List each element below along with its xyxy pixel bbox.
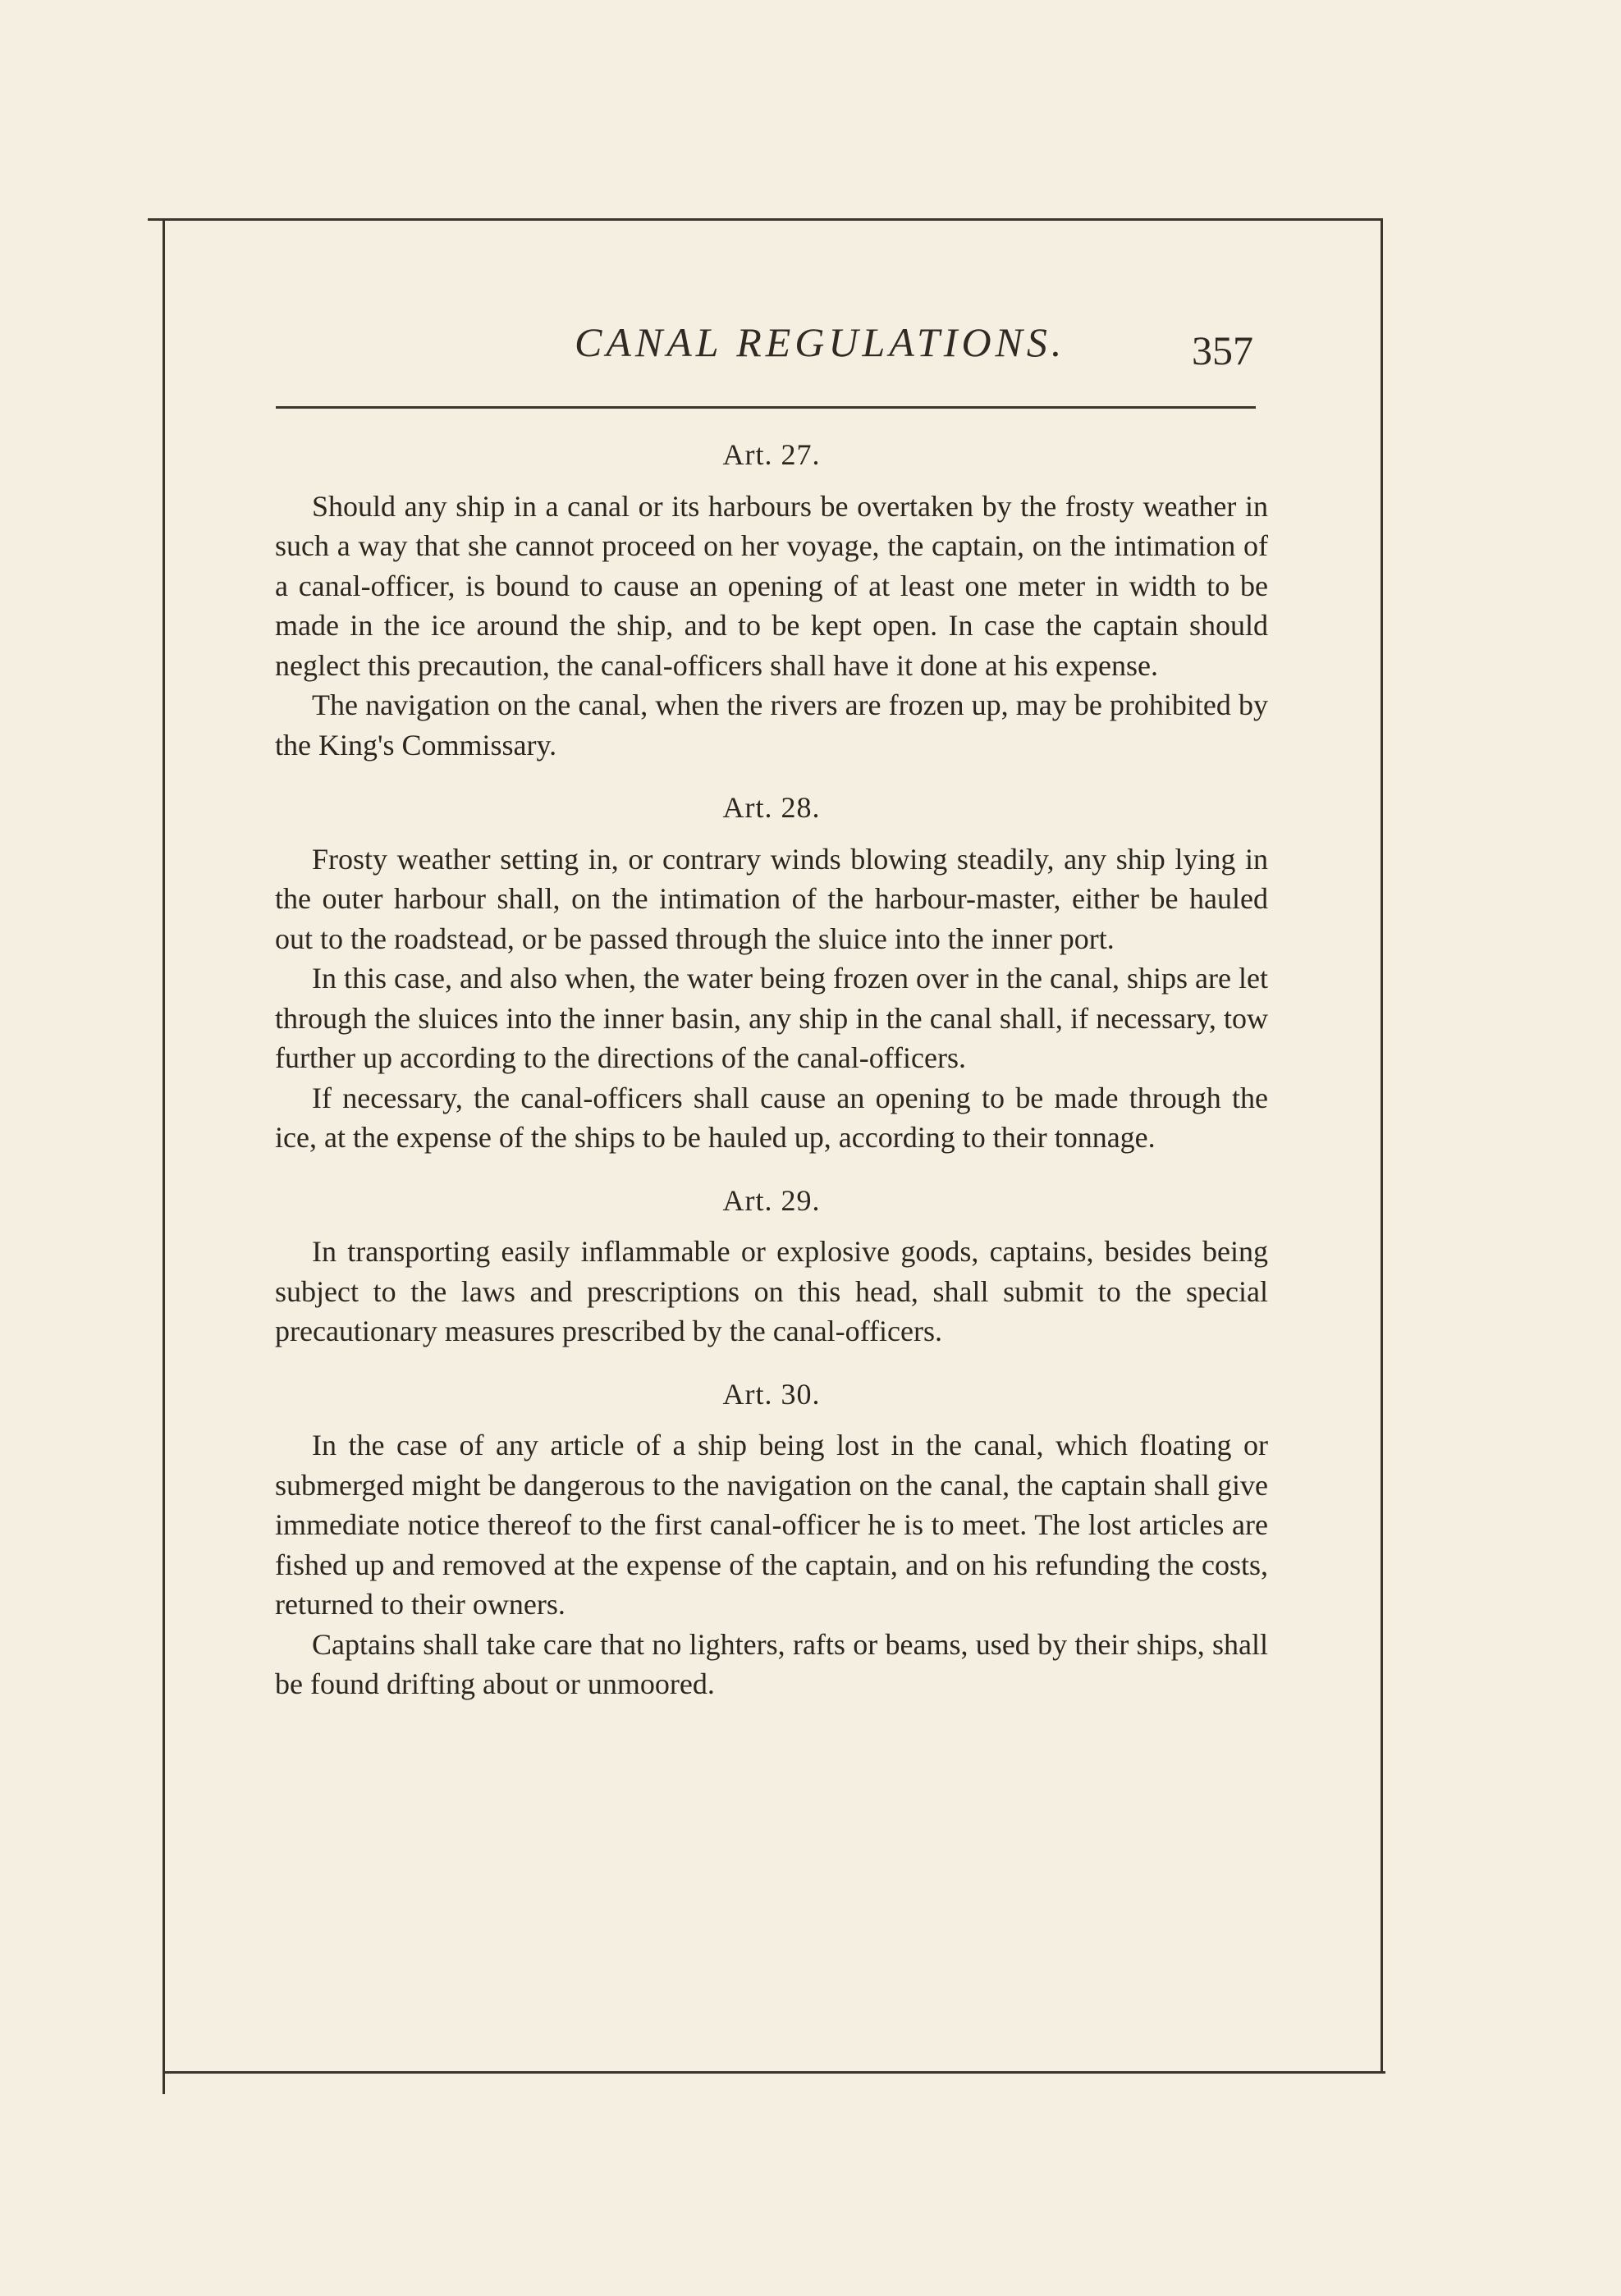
page-number: 357	[1192, 327, 1253, 373]
article-paragraph: Frosty weather setting in, or contrary winds blowing steadily, any ship lying in the outer harbour shall, on the intimation of the harbour-master, either be hauled out to the roadstead, or be passed through the sluice into the inner port.	[275, 842, 1268, 955]
article-heading: Art. 27.	[722, 438, 821, 471]
article-paragraph: In the case of any article of a ship being lost in the canal, which floating or submerged might be dangerous to the navigation on the canal, the captain shall give immediate notice thereof to the first canal-officer he is to meet. The lost articles are fished up and removed at the expense of the captain, and on his refunding the costs, returned to their owners.	[275, 1429, 1268, 1621]
article-paragraph: Should any ship in a canal or its harbours be overtaken by the frosty weather in such a way that she cannot proceed on her voyage, the captain, on the intimation of a canal-officer, is bound to cause an opening of at least one meter in width to be made in the ice around the ship, and to be kept open. In case the captain should neglect this precaution, the canal-officers shall have it done at his expense.	[275, 489, 1268, 682]
article-30	[275, 1374, 1268, 1704]
article-heading: Art. 28.	[722, 791, 821, 824]
article-27	[275, 435, 1268, 765]
header-rule	[276, 406, 1256, 409]
frame-bottom-rule	[163, 2071, 1385, 2074]
frame-right-rule	[1381, 218, 1383, 2071]
running-head-title: CANAL REGULATIONS.	[575, 319, 1066, 365]
article-paragraph: In transporting easily inflammable or explosive goods, captains, besides being subject to the laws and prescriptions on this head, shall submit to the special precautionary measures prescribed by the canal-officers.	[275, 1235, 1268, 1347]
article-paragraph: The navigation on the canal, when the rivers are frozen up, may be prohibited by the King's Commissary.	[275, 688, 1268, 762]
running-head	[0, 318, 1621, 376]
frame-left-rule	[163, 218, 165, 2094]
article-29	[275, 1181, 1268, 1352]
article-28	[275, 788, 1268, 1158]
page-body	[275, 435, 1268, 1704]
article-heading: Art. 29.	[722, 1183, 821, 1217]
article-heading: Art. 30.	[722, 1377, 821, 1411]
frame-top-rule	[148, 218, 1381, 221]
article-paragraph: If necessary, the canal-officers shall cause an opening to be made through the ice, at the expense of the ships to be hauled up, according to their tonnage.	[275, 1081, 1268, 1154]
article-paragraph: In this case, and also when, the water being frozen over in the canal, ships are let through the sluices into the inner basin, any ship in the canal shall, if necessary, tow further up according to the directions of the canal-officers.	[275, 962, 1268, 1074]
article-paragraph: Captains shall take care that no lighters, rafts or beams, used by their ships, shall be found drifting about or unmoored.	[275, 1627, 1268, 1700]
